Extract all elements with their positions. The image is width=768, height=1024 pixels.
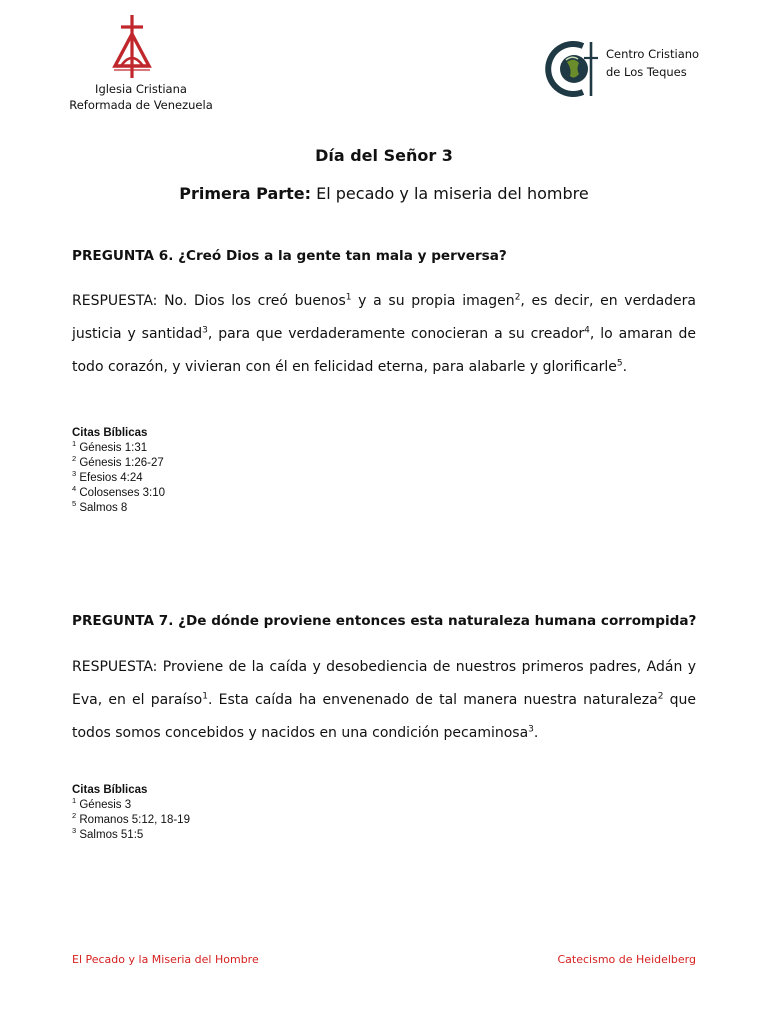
bible-references-6 bbox=[72, 426, 165, 516]
answer-text: . bbox=[533, 725, 539, 741]
reference-item: $^1$ Génesis 3 bbox=[72, 796, 132, 811]
answer-text: , es decir, en verdadera justicia y santidad bbox=[72, 293, 696, 342]
answer-text: que todos somos concebidos y nacidos en una condición pecaminosa bbox=[72, 692, 696, 741]
reference-item: $^3$ Salmos 51:5 bbox=[72, 826, 144, 841]
org-right-line2: de Los Teques bbox=[606, 65, 687, 79]
answer-text: , lo amaran de todo corazón, y vivieran con él en felicidad eterna, para alabarle y glorificarle bbox=[72, 326, 696, 375]
reference-item: $^4$ Colosenses 3:10 bbox=[72, 484, 166, 499]
reference-item: $^2$ Génesis 1:26-27 bbox=[72, 454, 164, 469]
footer-right: Catecismo de Heidelberg bbox=[557, 953, 696, 966]
page-title: Día del Señor 3 bbox=[315, 146, 453, 165]
globe-logo-icon bbox=[543, 38, 603, 100]
footnote-marker: 1 bbox=[345, 292, 352, 303]
org-left-line1: Iglesia Cristiana bbox=[95, 82, 187, 96]
org-right-line1: Centro Cristiano bbox=[606, 47, 700, 61]
reference-item: $^5$ Salmos 8 bbox=[72, 499, 128, 514]
church-logo-icon bbox=[112, 14, 152, 80]
answer-7 bbox=[72, 651, 696, 750]
reference-item: $^3$ Efesios 4:24 bbox=[72, 469, 143, 484]
answer-text: . bbox=[622, 359, 628, 375]
footnote-marker: 2 bbox=[514, 292, 521, 303]
answer-text: , para que verdaderamente conocieran a su creador bbox=[207, 326, 585, 342]
answer-text: RESPUESTA: No. Dios los creó buenos bbox=[72, 293, 346, 309]
footer-left: El Pecado y la Miseria del Hombre bbox=[72, 953, 259, 966]
answer-text: RESPUESTA: Proviene de la caída y desobediencia de nuestros primeros padres, Adán y Eva, en el paraíso bbox=[72, 659, 696, 708]
footnote-marker: 5 bbox=[616, 358, 623, 369]
footnote-marker: 3 bbox=[202, 325, 208, 336]
org-name-right bbox=[606, 45, 699, 81]
answer-text: . Esta caída ha envenenado de tal manera nuestra naturaleza bbox=[207, 692, 658, 708]
org-name-left bbox=[66, 81, 216, 113]
footnote-marker: 2 bbox=[657, 691, 664, 702]
references-title: Citas Bíblicas bbox=[72, 427, 148, 439]
reference-item: $^2$ Romanos 5:12, 18-19 bbox=[72, 811, 190, 826]
answer-6 bbox=[72, 285, 696, 384]
page-subtitle bbox=[0, 184, 768, 203]
subtitle-rest: El pecado y la miseria del hombre bbox=[311, 184, 589, 203]
answer-text: y a su propia imagen bbox=[351, 293, 515, 309]
footnote-marker: 4 bbox=[584, 325, 590, 336]
reference-item: $^1$ Génesis 1:31 bbox=[72, 439, 148, 454]
question-7: PREGUNTA 7. ¿De dónde proviene entonces esta naturaleza humana corrompida? bbox=[72, 613, 697, 629]
org-left-line2: Reformada de Venezuela bbox=[69, 98, 213, 112]
references-title: Citas Bíblicas bbox=[72, 784, 148, 796]
footnote-marker: 1 bbox=[202, 691, 208, 702]
subtitle-bold: Primera Parte: bbox=[179, 184, 312, 203]
footnote-marker: 3 bbox=[528, 724, 534, 735]
bible-references-7 bbox=[72, 783, 190, 843]
question-6: PREGUNTA 6. ¿Creó Dios a la gente tan mala y perversa? bbox=[72, 248, 507, 264]
